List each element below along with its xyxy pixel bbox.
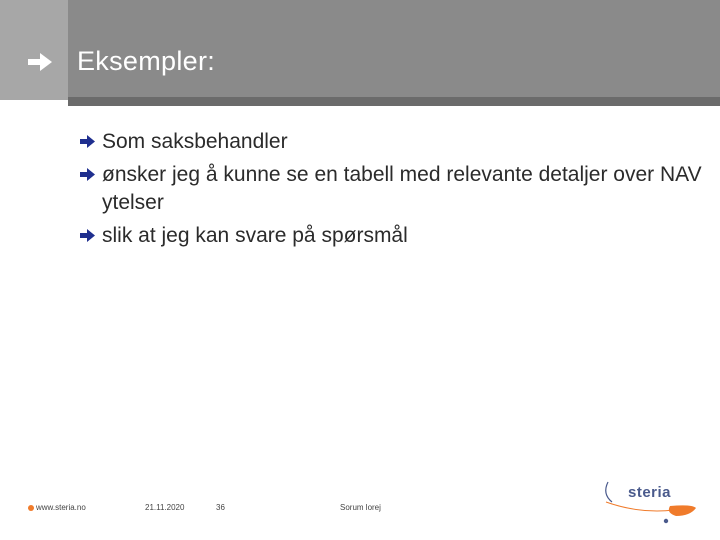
steria-logo <box>600 480 700 528</box>
bullet-item <box>80 161 702 217</box>
bullet-list <box>80 128 702 255</box>
bullet-item <box>80 128 702 156</box>
logo-text: steria <box>628 484 672 501</box>
arrow-right-icon <box>28 53 52 71</box>
bullet-text: slik at jeg kan svare på spørsmål <box>102 224 408 247</box>
arrow-right-icon <box>80 168 95 181</box>
orange-dot-icon <box>28 505 34 511</box>
footer-date: 21.11.2020 <box>145 503 185 512</box>
header-divider <box>68 97 720 106</box>
footer-page-number: 36 <box>216 503 225 512</box>
header-left-block <box>0 0 68 100</box>
slide-title: Eksempler: <box>77 46 216 76</box>
bullet-text: Som saksbehandler <box>102 130 288 153</box>
footer-url-text: www.steria.no <box>36 503 86 512</box>
bullet-text: ønsker jeg å kunne se en tabell med relevante detaljer over NAV ytelser <box>102 163 702 214</box>
footer-url[interactable] <box>28 503 86 512</box>
footer-version: Sorum lorej <box>340 503 381 512</box>
bullet-item <box>80 222 702 250</box>
arrow-right-icon <box>80 135 95 148</box>
arrow-right-icon <box>80 229 95 242</box>
